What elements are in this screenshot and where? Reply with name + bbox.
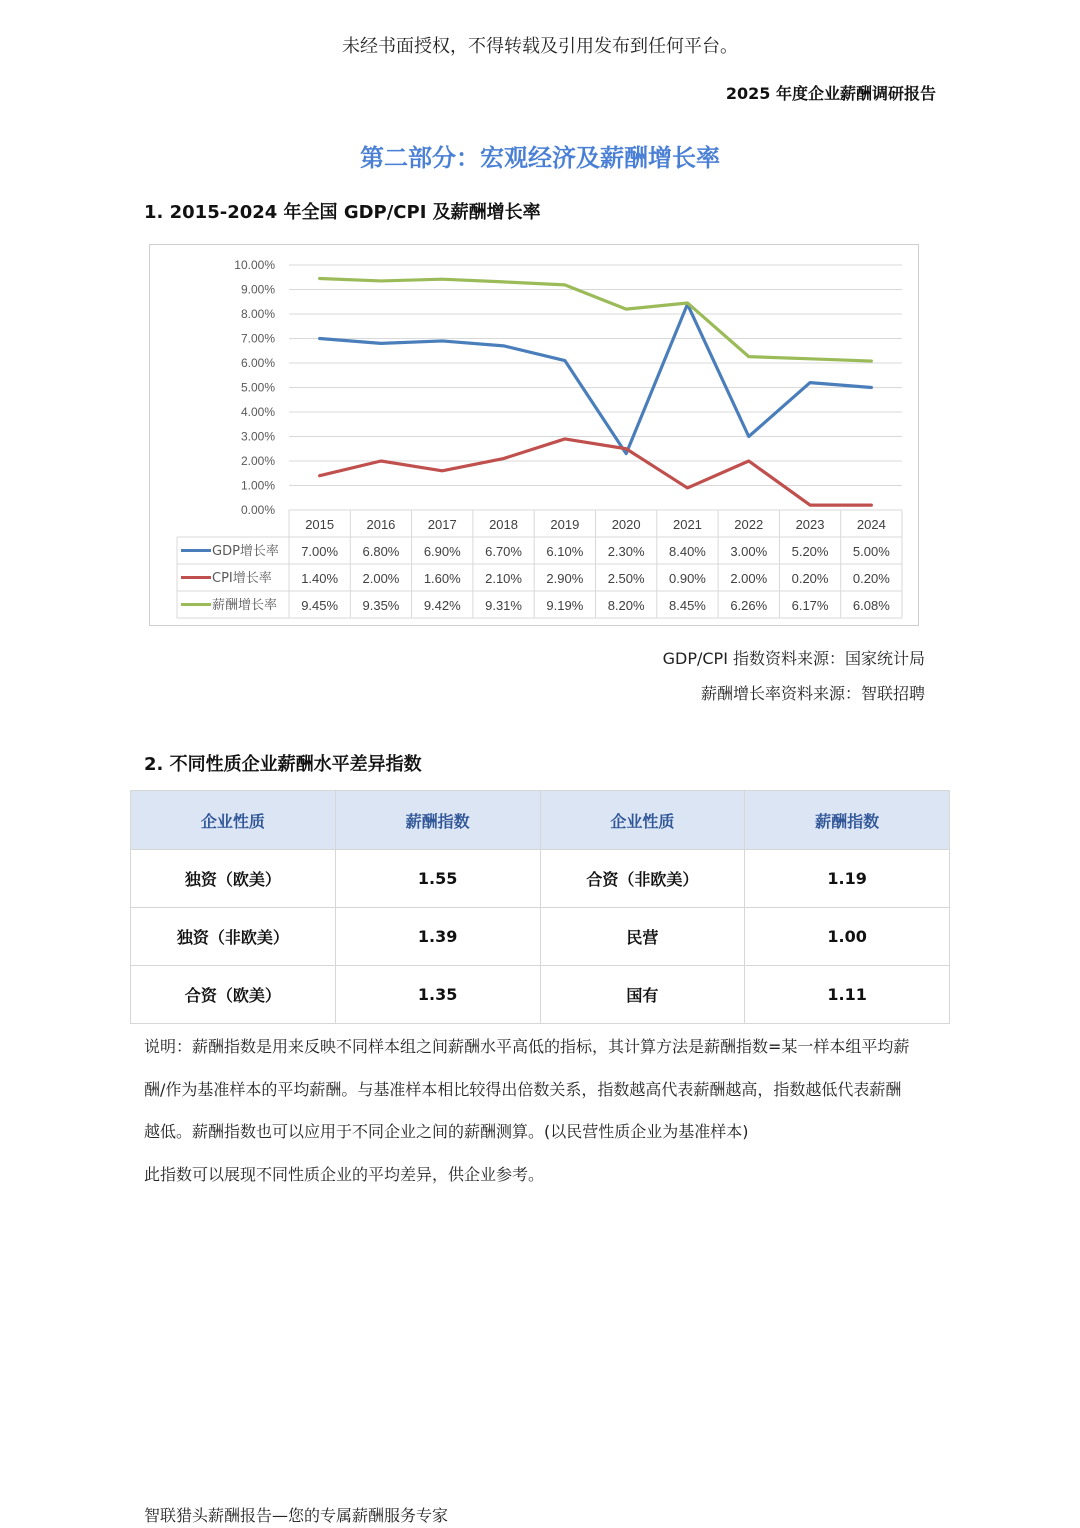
page-footer: 智联猎头薪酬报告—您的专属薪酬服务专家 <box>144 1506 449 1525</box>
data-table-value: 6.17% <box>791 598 829 613</box>
y-tick-label: 10.00% <box>234 258 275 272</box>
data-table-value: 5.20% <box>791 544 829 559</box>
data-table-value: 0.90% <box>669 571 706 586</box>
note-line: 此指数可以展现不同性质企业的平均差异，供企业参考。 <box>144 1164 545 1184</box>
note-line: 越低。薪酬指数也可以应用于不同企业之间的薪酬测算。(以民营性质企业为基准样本) <box>144 1122 749 1141</box>
note-line: 酬/作为基准样本的平均薪酬。与基准样本相比较得出倍数关系，指数越高代表薪酬越高，指数越低代表薪酬 <box>144 1079 902 1099</box>
data-table-value: 0.20% <box>852 571 890 586</box>
data-table-value: 2.30% <box>607 544 645 559</box>
series-line-2 <box>320 439 872 505</box>
series-line-3 <box>320 278 872 361</box>
series-line-1 <box>320 304 872 453</box>
y-tick-label: 9.00% <box>240 282 275 297</box>
header-cell: 企业性质 <box>131 791 336 850</box>
table-cell: 民营 <box>540 908 745 966</box>
data-table-value: 7.00% <box>301 544 339 559</box>
data-table-value: 1.40% <box>301 571 339 586</box>
header-cell: 薪酬指数 <box>335 791 540 850</box>
table-cell: 合资（欧美） <box>131 966 336 1024</box>
salary-source-note: 薪酬增长率资料来源：智联招聘 <box>700 684 925 703</box>
legend-label: 薪酬增长率 <box>212 598 278 613</box>
x-category-label: 2019 <box>550 517 580 532</box>
data-table-value: 1.60% <box>423 571 461 586</box>
table-header-row <box>131 791 950 850</box>
x-category-label: 2024 <box>856 517 886 532</box>
gdp-cpi-source-note: GDP/CPI 指数资料来源：国家统计局 <box>662 649 925 668</box>
data-table-value: 9.45% <box>301 598 339 613</box>
legend-label: GDP增长率 <box>212 544 279 559</box>
y-tick-label: 1.00% <box>240 478 275 493</box>
table-cell: 1.00 <box>745 908 950 966</box>
growth-rate-chart <box>149 244 919 626</box>
x-category-label: 2023 <box>795 517 825 532</box>
legend-label: CPI增长率 <box>212 571 272 586</box>
table-cell: 1.35 <box>335 966 540 1024</box>
data-table-value: 2.50% <box>607 571 645 586</box>
y-tick-label: 0.00% <box>240 503 275 517</box>
data-table-value: 9.35% <box>362 598 400 613</box>
data-table-value: 9.31% <box>485 598 522 613</box>
salary-index-table <box>130 790 950 1024</box>
data-table-value: 6.90% <box>423 544 461 559</box>
y-tick-label: 4.00% <box>240 405 275 419</box>
y-tick-label: 2.00% <box>240 454 275 468</box>
data-table-value: 2.10% <box>485 571 522 586</box>
data-table-value: 2.00% <box>730 571 768 586</box>
x-category-label: 2017 <box>427 517 457 532</box>
y-tick-label: 5.00% <box>240 380 275 395</box>
y-tick-label: 8.00% <box>240 307 275 321</box>
table-cell: 1.19 <box>745 850 950 908</box>
y-tick-label: 3.00% <box>240 429 275 444</box>
data-table-value: 6.26% <box>730 598 768 613</box>
table-row <box>131 966 950 1024</box>
table-row <box>131 850 950 908</box>
data-table-value: 3.00% <box>730 544 768 559</box>
header-cell: 薪酬指数 <box>745 791 950 850</box>
section-title: 第二部分：宏观经济及薪酬增长率 <box>360 144 720 172</box>
table-row <box>131 908 950 966</box>
data-table-value: 8.40% <box>669 544 706 559</box>
y-tick-label: 7.00% <box>240 331 275 346</box>
data-table-value: 2.00% <box>362 571 400 586</box>
data-table-value: 2.90% <box>546 571 584 586</box>
line-chart-svg <box>150 245 918 625</box>
data-table-value: 9.19% <box>546 598 584 613</box>
x-category-label: 2016 <box>366 517 396 532</box>
copyright-notice: 未经书面授权，不得转载及引用发布到任何平台。 <box>342 36 738 57</box>
index-explanation <box>144 1026 934 1196</box>
report-title: 2025 年度企业薪酬调研报告 <box>725 84 936 103</box>
table-heading: 2. 不同性质企业薪酬水平差异指数 <box>144 754 422 775</box>
data-table-value: 8.45% <box>669 598 706 613</box>
y-tick-label: 6.00% <box>240 356 275 370</box>
x-category-label: 2020 <box>611 517 641 532</box>
table-cell: 合资（非欧美） <box>540 850 745 908</box>
data-table-value: 5.00% <box>852 544 890 559</box>
table-cell: 独资（非欧美） <box>131 908 336 966</box>
data-table-value: 6.70% <box>485 544 522 559</box>
table-cell: 独资（欧美） <box>131 850 336 908</box>
data-table-value: 6.08% <box>852 598 890 613</box>
x-category-label: 2018 <box>489 517 519 532</box>
header-cell: 企业性质 <box>540 791 745 850</box>
data-table-value: 0.20% <box>791 571 829 586</box>
table-cell: 1.11 <box>745 966 950 1024</box>
data-table-value: 6.80% <box>362 544 400 559</box>
table-cell: 1.39 <box>335 908 540 966</box>
x-category-label: 2022 <box>734 517 764 532</box>
data-table-value: 8.20% <box>607 598 645 613</box>
note-line: 说明：薪酬指数是用来反映不同样本组之间薪酬水平高低的指标，其计算方法是薪酬指数=某一样本组平均薪 <box>144 1037 910 1056</box>
data-table-value: 9.42% <box>423 598 461 613</box>
table-cell: 国有 <box>540 966 745 1024</box>
x-category-label: 2021 <box>672 517 702 532</box>
x-category-label: 2015 <box>305 517 335 532</box>
chart-heading: 1. 2015-2024 年全国 GDP/CPI 及薪酬增长率 <box>144 202 541 223</box>
data-table-value: 6.10% <box>546 544 584 559</box>
table-cell: 1.55 <box>335 850 540 908</box>
